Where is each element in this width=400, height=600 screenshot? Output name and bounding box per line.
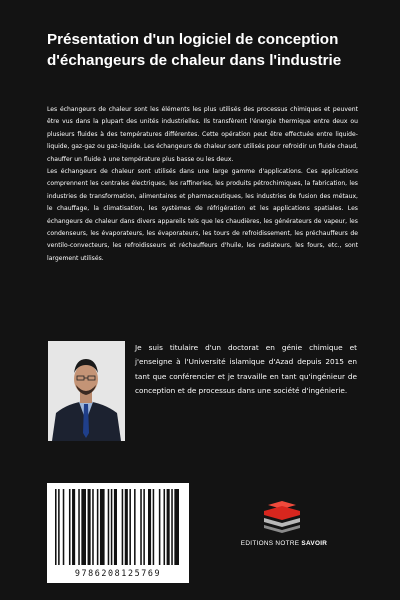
barcode-bar <box>81 489 86 565</box>
barcode-bar <box>88 489 91 565</box>
barcode-bar <box>171 489 173 565</box>
back-cover-description <box>47 104 358 265</box>
author-photo <box>48 341 125 441</box>
barcode-icon <box>47 483 189 569</box>
barcode-bar <box>125 489 128 565</box>
barcode-bar <box>63 489 65 565</box>
barcode-bar <box>78 489 80 565</box>
barcode-bar <box>167 489 170 565</box>
barcode-bar <box>55 489 57 565</box>
barcode-bar <box>164 489 166 565</box>
barcode-bar <box>143 489 145 565</box>
barcode-bar <box>69 489 71 565</box>
isbn-digits: 9786208125769 <box>74 568 162 578</box>
stacked-books-icon <box>258 500 306 534</box>
barcode-bar <box>148 489 151 565</box>
isbn-barcode <box>47 483 189 583</box>
barcode-bar <box>159 489 161 565</box>
barcode-bar <box>134 489 136 565</box>
barcode-bar <box>100 489 105 565</box>
barcode-bar <box>92 489 94 565</box>
description-paragraph-1: Les échangeurs de chaleur sont les éléments les plus utilisés des processus chimiques et peuvent être vus dans la plupart des unités industrielles. Ils transfèrent l'énergie thermique entre deux ou plusieurs fluides à des températures différentes. Cette opération peut être effectuée entre liquide-liquide, gaz-gaz ou gaz-liquide. Les échangeurs de chaleur sont utilisés pour refroidir un fluide chaud, chauffer un fluide à une température plus basse ou les deux. <box>47 106 358 163</box>
barcode-bar <box>97 489 99 565</box>
barcode-bar <box>72 489 75 565</box>
publisher-name: EDITIONS NOTRE SAVOIR <box>240 540 328 547</box>
barcode-bar <box>58 489 60 565</box>
barcode-bar <box>111 489 113 565</box>
description-paragraph-2: Les échangeurs de chaleur sont utilisés dans une large gamme d'applications. Ces applications comprennent les centrales électriques, les raffineries, les produits pétrochimiques, la fabrication, les industries de transformation, alimentaires et pharmaceutiques, les industries de fusion des métaux, le chauffage, la climatisation, les systèmes de réfrigération et les applications spatiales. Les échangeurs de chaleur dans divers appareils tels que les chaudières, les générateurs de vapeur, les condenseurs, les évaporateurs, les évaporateurs, les tours de refroidissement, les préchauffeurs de ventilo-convecteurs, les refroidisseurs et réchauffeurs d'huile, les radiateurs, les fours, etc., sont largement utilisés. <box>47 168 358 262</box>
barcode-bar <box>108 489 110 565</box>
barcode-bar <box>174 489 179 565</box>
book-title: Présentation d'un logiciel de conception d'échangeurs de chaleur dans l'industrie <box>47 31 342 69</box>
barcode-bar <box>114 489 117 565</box>
barcode-bar <box>140 489 142 565</box>
barcode-bar <box>122 489 124 565</box>
barcode-bar <box>129 489 131 565</box>
barcode-bar <box>153 489 155 565</box>
author-bio: Je suis titulaire d'un doctorat en génie chimique et j'enseigne à l'Université islamique d'Azad depuis 2015 en tant que conférencier et je travaille en tant qu'ingénieur de conception et de processus dans une société d'ingénierie. <box>135 343 357 395</box>
